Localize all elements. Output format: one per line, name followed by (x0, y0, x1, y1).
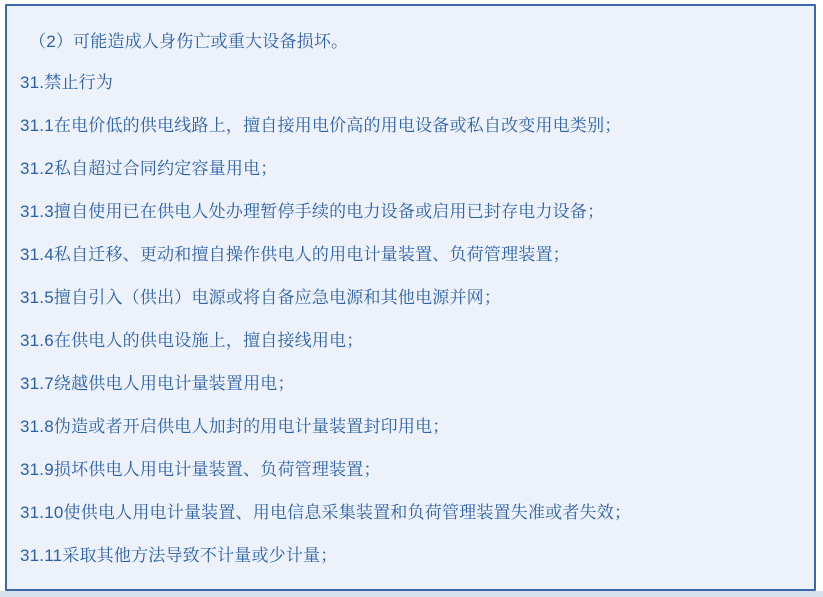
clause-list (7, 6, 814, 577)
document-panel (5, 4, 816, 591)
clause-31-11: 31.11采取其他方法导致不计量或少计量； (20, 546, 338, 565)
clause-31-5: 31.5擅自引入（供出）电源或将自备应急电源和其他电源并网； (20, 288, 502, 307)
bottom-edge-strip (0, 591, 823, 597)
section-heading-prohibited-acts: 31.禁止行为 (20, 73, 114, 92)
clause-31-2: 31.2私自超过合同约定容量用电； (20, 159, 278, 178)
clause-31-8: 31.8伪造或者开启供电人加封的用电计量装置封印用电； (20, 417, 450, 436)
clause-31-6: 31.6在供电人的供电设施上，擅自接线用电； (20, 331, 364, 350)
clause-31-7: 31.7绕越供电人用电计量装置用电； (20, 374, 295, 393)
clause-31-9: 31.9损坏供电人用电计量装置、负荷管理装置； (20, 460, 381, 479)
clause-31-3: 31.3擅自使用已在供电人处办理暂停手续的电力设备或启用已封存电力设备； (20, 202, 605, 221)
clause-31-1: 31.1在电价低的供电线路上，擅自接用电价高的用电设备或私自改变用电类别； (20, 116, 622, 135)
intro-note: （2）可能造成人身伤亡或重大设备损坏。 (29, 32, 349, 51)
clause-31-4: 31.4私自迁移、更动和擅自操作供电人的用电计量装置、负荷管理装置； (20, 245, 570, 264)
clause-31-10: 31.10使供电人用电计量装置、用电信息采集装置和负荷管理装置失准或者失效； (20, 503, 632, 522)
